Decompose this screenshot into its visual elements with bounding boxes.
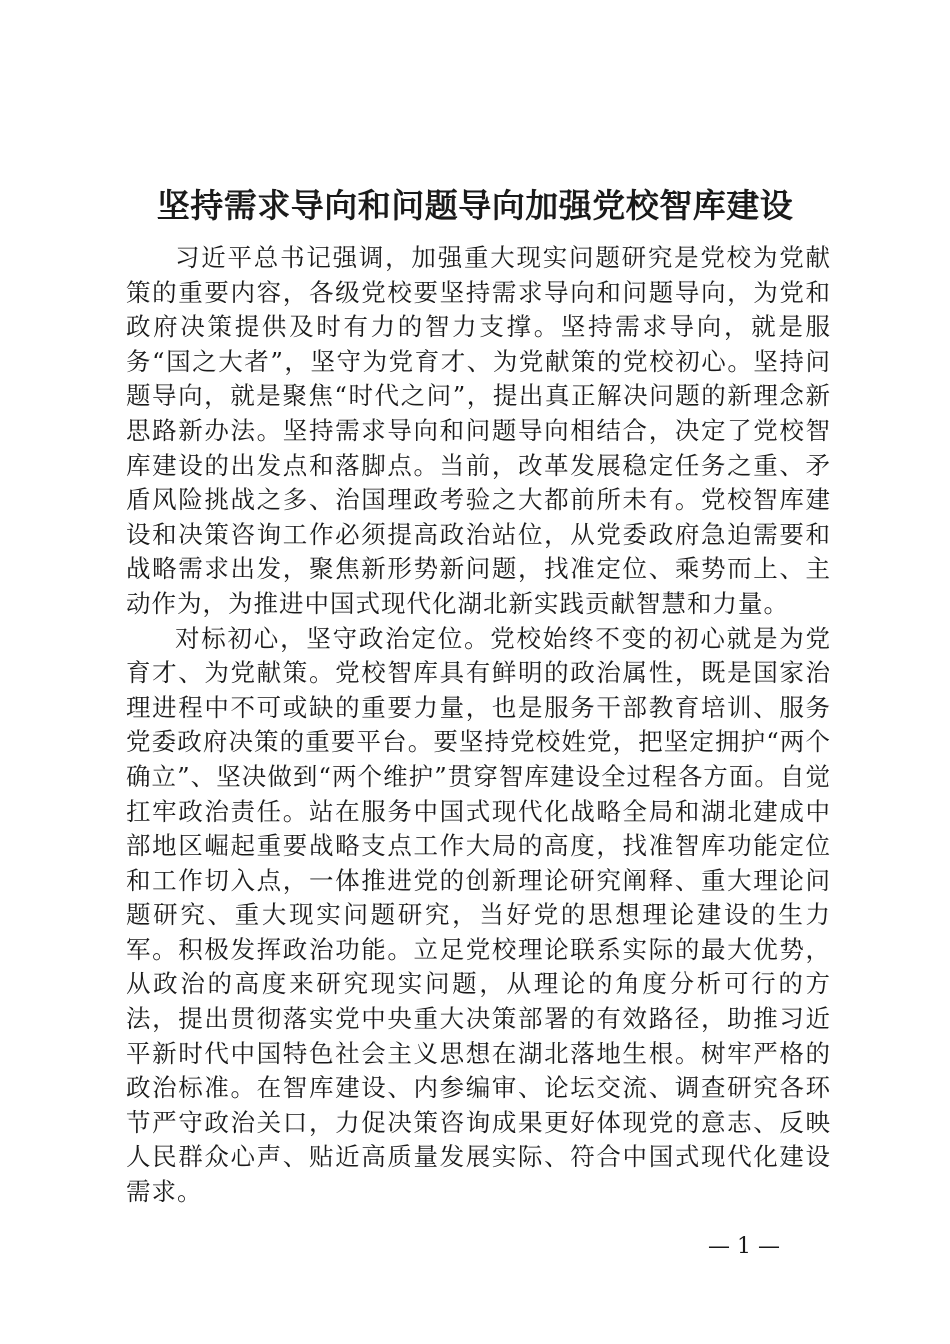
page-number: — 1 —: [708, 1234, 780, 1259]
document-body: [126, 241, 831, 1210]
paragraph: 习近平总书记强调，加强重大现实问题研究是党校为党献策的重要内容，各级党校要坚持需求导向和问题导向，为党和政府决策提供及时有力的智力支撑。坚持需求导向，就是服务“国之大者”，坚守为党育才、为党献策的党校初心。坚持问题导向，就是聚焦“时代之问”，提出真正解决问题的新理念新思路新办法。坚持需求导向和问题导向相结合，决定了党校智库建设的出发点和落脚点。当前，改革发展稳定任务之重、矛盾风险挑战之多、治国理政考验之大都前所未有。党校智库建设和决策咨询工作必须提高政治站位，从党委政府急迫需要和战略需求出发，聚焦新形势新问题，找准定位、乘势而上、主动作为，为推进中国式现代化湖北新实践贡献智慧和力量。: [126, 243, 831, 618]
document-title: 坚持需求导向和问题导向加强党校智库建设: [156, 186, 794, 225]
paragraph: 对标初心，坚守政治定位。党校始终不变的初心就是为党育才、为党献策。党校智库具有鲜明的政治属性，既是国家治理进程中不可或缺的重要力量，也是服务干部教育培训、服务党委政府决策的重要平台。要坚持党校姓党，把坚定拥护“两个确立”、坚决做到“两个维护”贯穿智库建设全过程各方面。自觉扛牢政治责任。站在服务中国式现代化战略全局和湖北建成中部地区崛起重要战略支点工作大局的高度，找准智库功能定位和工作切入点，一体推进党的创新理论研究阐释、重大理论问题研究、重大现实问题研究，当好党的思想理论建设的生力军。积极发挥政治功能。立足党校理论联系实际的最大优势，从政治的高度来研究现实问题，从理论的角度分析可行的方法，提出贯彻落实党中央重大决策部署的有效路径，助推习近平新时代中国特色社会主义思想在湖北落地生根。树牢严格的政治标准。在智库建设、内参编审、论坛交流、调查研究各环节严守政治关口，力促决策咨询成果更好体现党的意志、反映人民群众心声、贴近高质量发展实际、符合中国式现代化建设需求。: [126, 623, 831, 1207]
